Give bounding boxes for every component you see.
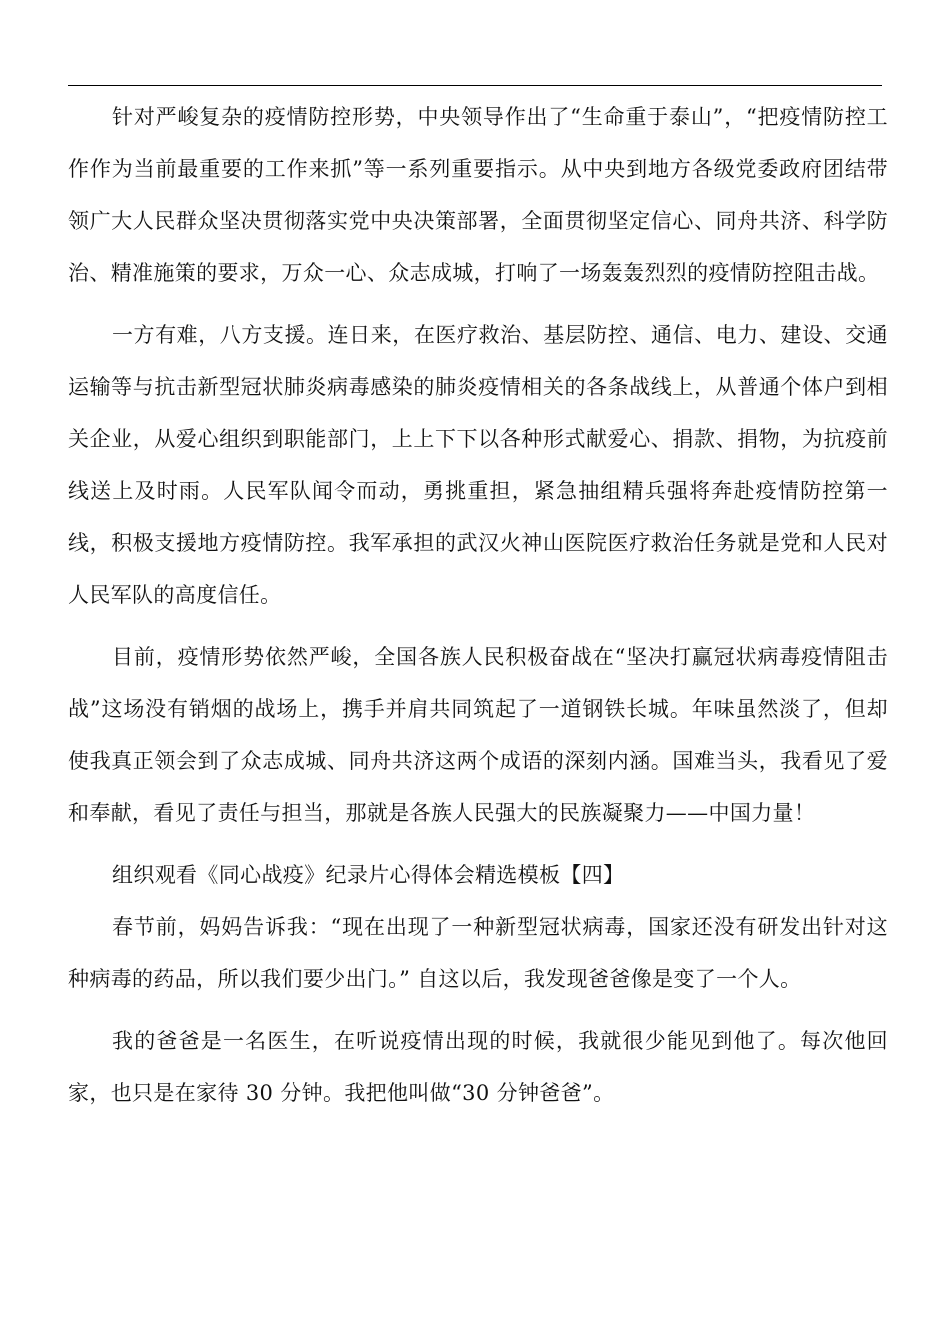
- document-body: [68, 91, 888, 1129]
- paragraph-2: 一方有难，八方支援。连日来，在医疗救治、基层防控、通信、电力、建设、交通运输等与抗击新型冠状肺炎病毒感染的肺炎疫情相关的各条战线上，从普通个体户到相关企业，从爱心组织到职能部门，上上下下以各种形式献爱心、捐款、捐物，为抗疫前线送上及时雨。人民军队闻令而动，勇挑重担，紧急抽组精兵强将奔赴疫情防控第一线，积极支援地方疫情防控。我军承担的武汉火神山医院医疗救治任务就是党和人民对人民军队的高度信任。: [68, 323, 888, 607]
- paragraph-3: 目前，疫情形势依然严峻，全国各族人民积极奋战在“坚决打赢冠状病毒疫情阻击战”这场没有销烟的战场上，携手并肩共同筑起了一道钢铁长城。年味虽然淡了，但却使我真正领会到了众志成城、同舟共济这两个成语的深刻内涵。国难当头，我看见了爱和奉献，看见了责任与担当，那就是各族人民强大的民族凝聚力——中国力量！: [68, 645, 888, 825]
- header-rule: [68, 85, 882, 86]
- paragraph-4: 春节前，妈妈告诉我：“现在出现了一种新型冠状病毒，国家还没有研发出针对这种病毒的药品，所以我们要少出门。” 自这以后，我发现爸爸像是变了一个人。: [68, 915, 888, 991]
- paragraph-5: 我的爸爸是一名医生，在听说疫情出现的时候，我就很少能见到他了。每次他回家，也只是在家待 30 分钟。我把他叫做“30 分钟爸爸”。: [68, 1029, 888, 1105]
- section-heading: 组织观看《同心战疫》纪录片心得体会精选模板【四】: [112, 863, 625, 887]
- paragraph-1: 针对严峻复杂的疫情防控形势，中央领导作出了“生命重于泰山”，“把疫情防控工作作为当前最重要的工作来抓”等一系列重要指示。从中央到地方各级党委政府团结带领广大人民群众坚决贯彻落实党中央决策部署，全面贯彻坚定信心、同舟共济、科学防治、精准施策的要求，万众一心、众志成城，打响了一场轰轰烈烈的疫情防控阻击战。: [68, 105, 888, 285]
